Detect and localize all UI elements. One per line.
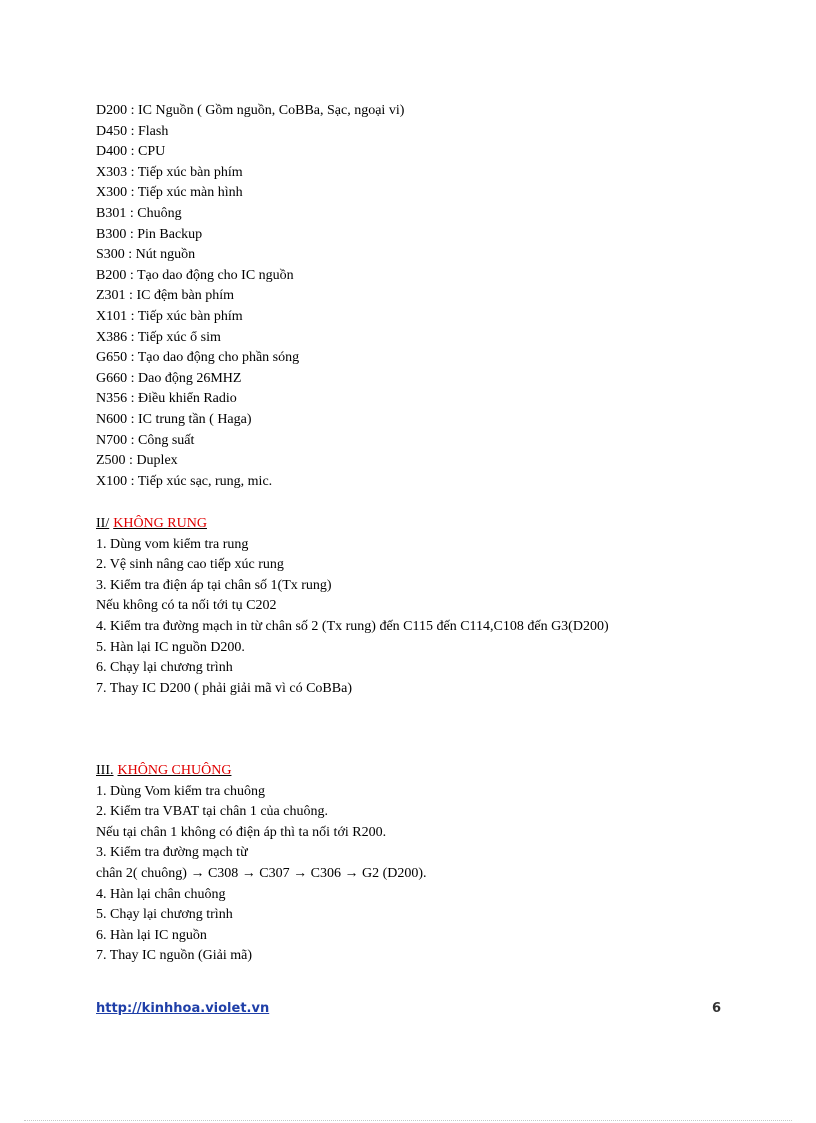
step-line: 2. Vệ sinh nâng cao tiếp xúc rung <box>96 557 284 573</box>
component-line: G650 : Tạo dao động cho phần sóng <box>96 350 300 366</box>
component-line: G660 : Dao động 26MHZ <box>96 370 242 386</box>
component-line: X303 : Tiếp xúc bàn phím <box>96 164 243 180</box>
step-line: 2. Kiểm tra VBAT tại chân 1 của chuông. <box>96 804 328 820</box>
component-line: D450 : Flash <box>96 123 169 139</box>
component-line: Z301 : IC đệm bàn phím <box>96 288 235 304</box>
section-heading <box>96 514 736 535</box>
step-line: 1. Dùng vom kiểm tra rung <box>96 536 249 552</box>
component-line: D400 : CPU <box>96 144 166 160</box>
step-line: 5. Chạy lại chương trình <box>96 907 233 923</box>
step-line: 4. Hàn lại chân chuông <box>96 886 226 902</box>
step-line: chân 2( chuông) → C308 → C307 → C306 → G2 (D200). <box>96 865 427 881</box>
component-line: Z500 : Duplex <box>96 453 178 469</box>
step-line: Nếu không có ta nối tới tụ C202 <box>96 598 277 614</box>
step-line: 1. Dùng Vom kiểm tra chuông <box>96 783 266 799</box>
component-line: X386 : Tiếp xúc ổ sim <box>96 329 221 345</box>
component-line: N700 : Công suất <box>96 432 195 448</box>
footer-website-link[interactable]: http://kinhhoa.violet.vn <box>96 1001 270 1016</box>
component-line: S300 : Nút nguồn <box>96 247 196 263</box>
section-khong-chuong <box>96 761 736 967</box>
component-line: X300 : Tiếp xúc màn hình <box>96 185 243 201</box>
step-line: 7. Thay IC nguồn (Giải mã) <box>96 948 253 964</box>
section-number: III. <box>96 763 114 778</box>
step-line: 3. Kiểm tra điện áp tại chân số 1(Tx rung) <box>96 577 332 593</box>
component-line: D200 : IC Nguồn ( Gồm nguồn, CoBBa, Sạc, ngoại vi) <box>96 103 405 118</box>
section-heading <box>96 761 736 782</box>
component-line: N600 : IC trung tần ( Haga) <box>96 411 252 427</box>
component-line: N356 : Điều khiển Radio <box>96 391 237 407</box>
step-line: 6. Chạy lại chương trình <box>96 660 233 676</box>
section-khong-rung <box>96 514 736 699</box>
page-bottom-divider <box>24 1120 792 1121</box>
section-title: KHÔNG CHUÔNG <box>117 763 232 778</box>
step-line: 7. Thay IC D200 ( phải giải mã vì có CoBBa) <box>96 680 352 696</box>
page-number: 6 <box>712 1001 722 1016</box>
step-line: 4. Kiểm tra đường mạch in từ chân số 2 (Tx rung) đến C115 đến C114,C108 đến G3(D200) <box>96 618 609 634</box>
step-line: 5. Hàn lại IC nguồn D200. <box>96 639 245 655</box>
step-line: 3. Kiểm tra đường mạch từ <box>96 845 248 861</box>
component-list <box>96 101 736 492</box>
component-line: B200 : Tạo dao động cho IC nguồn <box>96 267 294 283</box>
component-line: B300 : Pin Backup <box>96 226 203 242</box>
step-line: 6. Hàn lại IC nguồn <box>96 927 207 943</box>
component-line: B301 : Chuông <box>96 205 182 221</box>
component-line: X100 : Tiếp xúc sạc, rung, mic. <box>96 473 273 489</box>
section-title: KHÔNG RUNG <box>113 516 207 531</box>
section-number: II/ <box>96 516 110 531</box>
step-line: Nếu tại chân 1 không có điện áp thì ta nối tới R200. <box>96 824 387 840</box>
component-line: X101 : Tiếp xúc bàn phím <box>96 308 243 324</box>
